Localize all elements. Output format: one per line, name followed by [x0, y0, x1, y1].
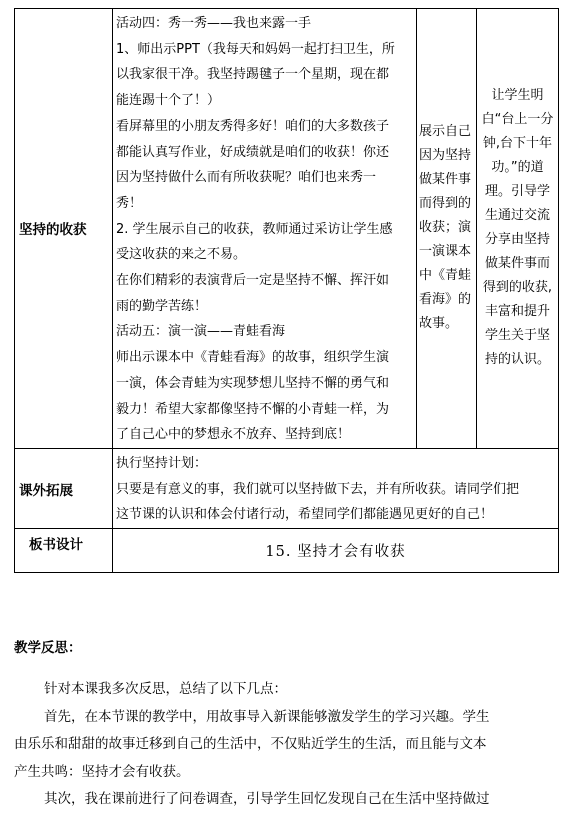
content-line: 一演，体会青蛙为实现梦想儿坚持不懈的勇气和	[116, 375, 390, 391]
extension-content	[113, 448, 559, 528]
content-line: 活动五：演一演——青蛙看海	[116, 324, 286, 340]
content-line: 秀！	[116, 195, 143, 211]
content-line: 都能认真写作业，好成绩就是咱们的收获！你还	[116, 144, 390, 160]
content-line: 2. 学生展示自己的收获，教师通过采访让学生感	[116, 221, 393, 237]
content-line: 看屏幕里的小朋友秀得多好！咱们的大多数孩子	[116, 118, 390, 134]
content-line: 受这收获的来之不易。	[116, 247, 247, 263]
row-label-harvest: 坚持的收获	[15, 9, 113, 449]
board-design-title: 15. 坚持才会有收获	[113, 529, 559, 573]
reflection-paragraph: 其次，我在课前进行了问卷调查，引导学生回忆发现自己在生活中坚持做过	[44, 791, 490, 807]
content-line: 只要是有意义的事，我们就可以坚持做下去，并有所收获。请同学们把	[116, 481, 520, 497]
content-line: 1、师出示PPT（我每天和妈妈一起打扫卫生，所	[116, 41, 395, 57]
reflection-paragraph: 针对本课我多次反思，总结了以下几点：	[44, 681, 287, 697]
reflection-paragraph: 由乐乐和甜甜的故事迁移到自己的生活中，不仅贴近学生的生活，而且能与文本	[14, 736, 487, 752]
content-line: 活动四：秀一秀——我也来露一手	[116, 16, 312, 31]
harvest-content	[113, 9, 417, 449]
content-line: 执行坚持计划：	[116, 455, 208, 471]
content-line: 以我家很干净。我坚持踢毽子一个星期，现在都	[116, 67, 390, 83]
reflection-paragraph: 首先，在本节课的教学中，用故事导入新课能够激发学生的学习兴趣。学生	[44, 708, 490, 725]
student-activity-cell: 展示自己因为坚持做某件事而得到的收获；演一演课本中《青蛙看海》的故事。	[417, 9, 477, 449]
content-line: 这节课的认识和体会付诸行动，希望同学们都能遇见更好的自己！	[116, 507, 494, 523]
reflection-paragraph: 产生共鸣：坚持才会有收获。	[14, 763, 190, 780]
content-line: 在你们精彩的表演背后一定是坚持不懈、挥汗如	[116, 273, 390, 289]
content-line: 师出示课本中《青蛙看海》的故事，组织学生演	[116, 350, 390, 366]
reflection-heading: 教学反思：	[14, 640, 82, 656]
content-line: 毅力！希望大家都像坚持不懈的小青蛙一样，为	[116, 401, 390, 417]
row-label-board: 板书设计	[15, 529, 113, 573]
table-row-harvest	[15, 9, 559, 449]
design-purpose-cell: 让学生明白“台上一分钟,台下十年功。”的道理。引导学生通过交流分享由坚持做某件事而得到的收获,丰富和提升学生关于坚持的认识。	[477, 9, 559, 449]
content-line: 了自己心中的梦想永不放弃、坚持到底！	[116, 427, 351, 443]
content-line: 因为坚持做什么而有所收获呢？咱们也来秀一	[116, 170, 377, 186]
row-label-extension: 课外拓展	[15, 448, 113, 528]
content-line: 能连踢十个了！）	[116, 93, 221, 109]
table-row-board	[15, 529, 559, 573]
lesson-plan-table	[14, 8, 559, 573]
content-line: 雨的勤学苦练！	[116, 298, 208, 314]
reflection-body	[14, 676, 558, 814]
table-row-extension	[15, 448, 559, 528]
